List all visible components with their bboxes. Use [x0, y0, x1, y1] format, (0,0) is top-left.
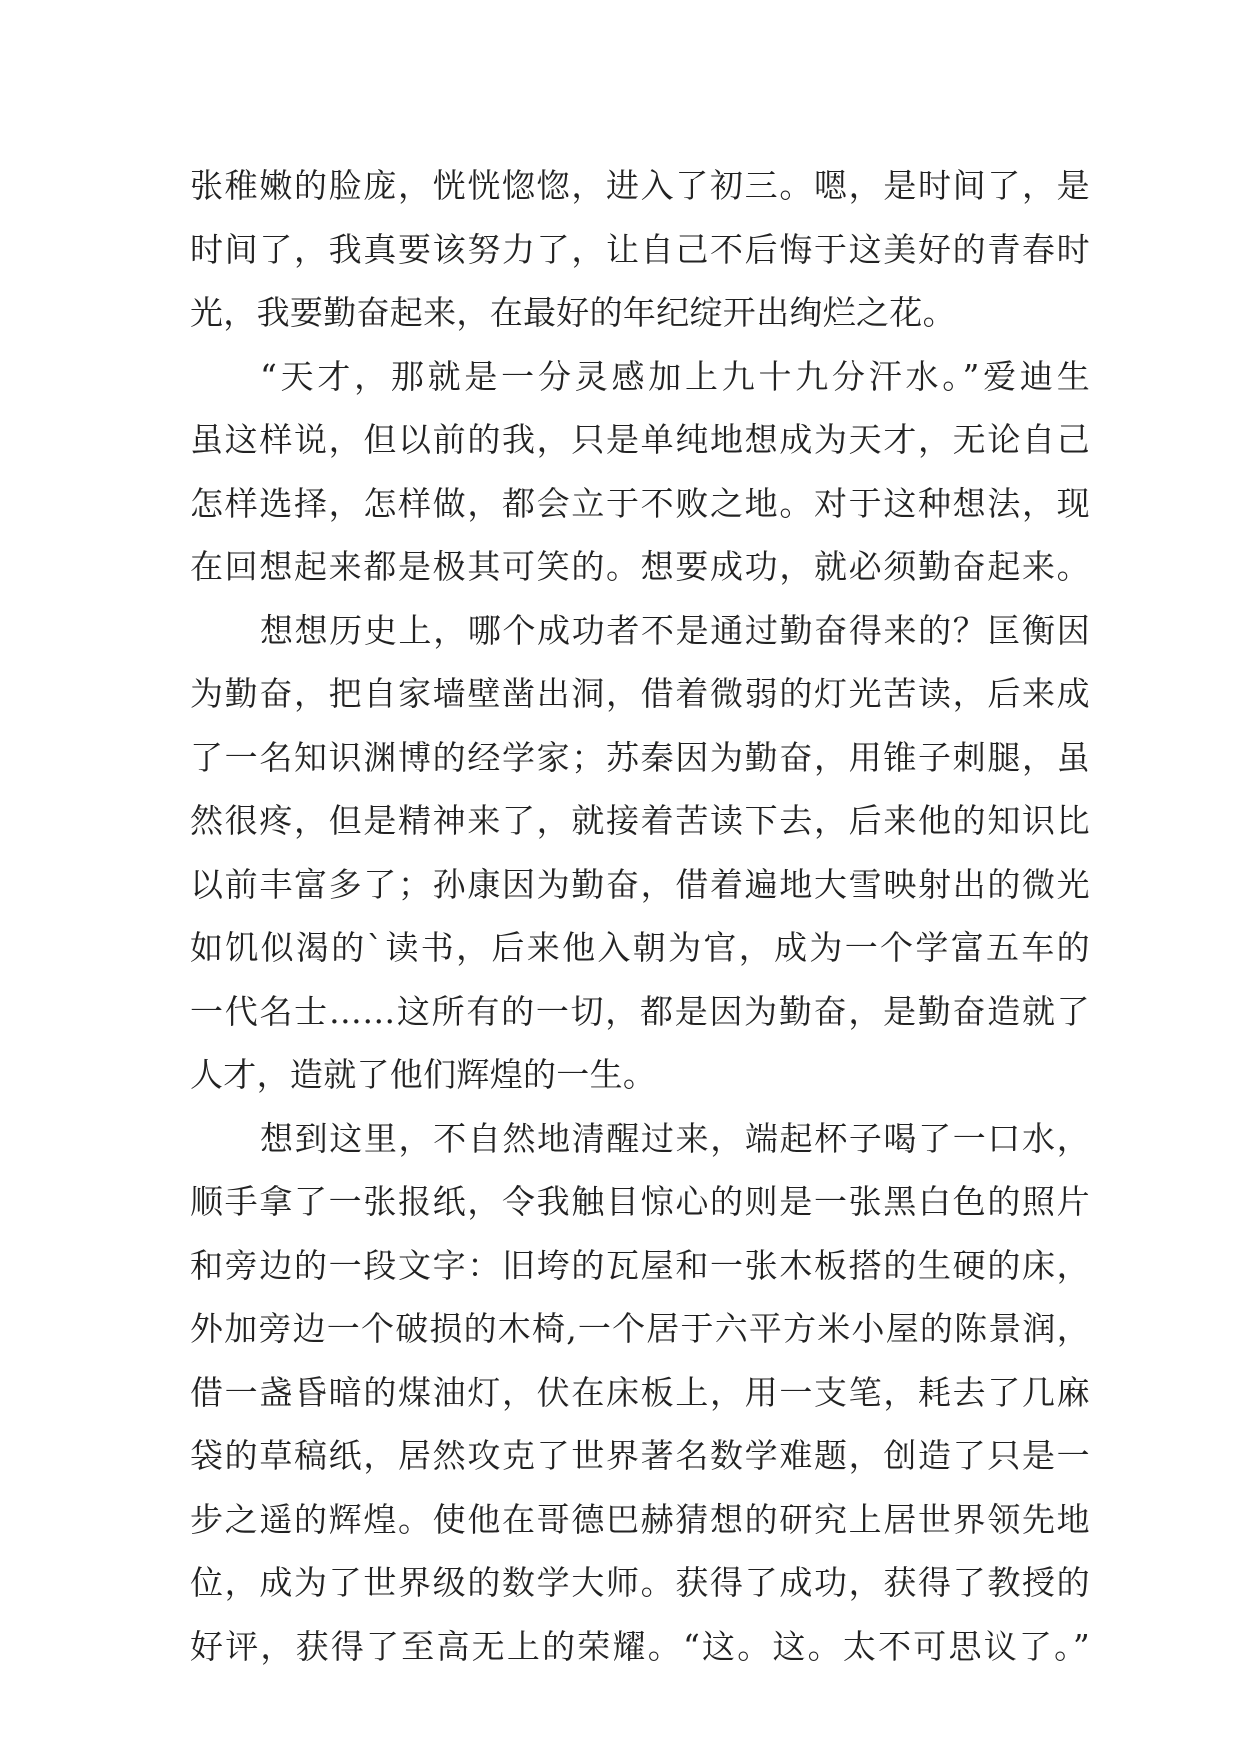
- text-line: 好评，获得了至高无上的荣耀。“这。这。太不可思议了。”: [190, 1626, 1090, 1666]
- text-line: 怎样选择，怎样做，都会立于不败之地。对于这种想法，现: [190, 483, 1090, 523]
- text-line: 在回想起来都是极其可笑的。想要成功，就必须勤奋起来。: [190, 547, 1090, 586]
- text-line: 顺手拿了一张报纸，令我触目惊心的则是一张黑白色的照片: [190, 1182, 1090, 1221]
- text-line: 光，我要勤奋起来，在最好的年纪绽开出绚烂之花。: [190, 293, 956, 332]
- text-line: “天才，那就是一分灵感加上九十九分汗水。”爱迪生: [260, 356, 1090, 396]
- text-line: 了一名知识渊博的经学家；苏秦因为勤奋，用锥子刺腿，虽: [190, 737, 1090, 777]
- text-line: 时间了，我真要该努力了，让自己不后悔于这美好的青春时: [190, 229, 1090, 269]
- text-line: 袋的草稿纸，居然攻克了世界著名数学难题，创造了只是一: [190, 1436, 1090, 1475]
- text-line: 以前丰富多了；孙康因为勤奋，借着遍地大雪映射出的微光: [190, 864, 1090, 904]
- text-line: 借一盏昏暗的煤油灯，伏在床板上，用一支笔，耗去了几麻: [190, 1372, 1090, 1412]
- text-line: 步之遥的辉煌。使他在哥德巴赫猜想的研究上居世界领先地: [190, 1499, 1090, 1539]
- text-line: 然很疼，但是精神来了，就接着苦读下去，后来他的知识比: [190, 801, 1090, 840]
- text-line: 虽这样说，但以前的我，只是单纯地想成为天才，无论自己: [190, 420, 1090, 459]
- text-line: 人才，造就了他们辉煌的一生。: [190, 1055, 657, 1094]
- text-line: 如饥似渴的`读书，后来他入朝为官，成为一个学富五车的: [190, 928, 1090, 967]
- text-line: 和旁边的一段文字：旧垮的瓦屋和一张木板搭的生硬的床，: [190, 1245, 1090, 1285]
- text-line: 外加旁边一个破损的木椅,一个居于六平方米小屋的陈景润，: [190, 1309, 1090, 1348]
- text-line: 位，成为了世界级的数学大师。获得了成功，获得了教授的: [190, 1563, 1090, 1602]
- body-text: [190, 154, 1090, 1678]
- text-line: 想想历史上，哪个成功者不是通过勤奋得来的？匡衡因: [260, 610, 1090, 650]
- text-line: 为勤奋，把自家墙壁凿出洞，借着微弱的灯光苦读，后来成: [190, 674, 1090, 713]
- text-line: 张稚嫩的脸庞，恍恍惚惚，进入了初三。嗯，是时间了，是: [190, 166, 1090, 205]
- text-line: 一代名士……这所有的一切，都是因为勤奋，是勤奋造就了: [190, 991, 1090, 1031]
- text-line: 想到这里，不自然地清醒过来，端起杯子喝了一口水，: [260, 1118, 1090, 1158]
